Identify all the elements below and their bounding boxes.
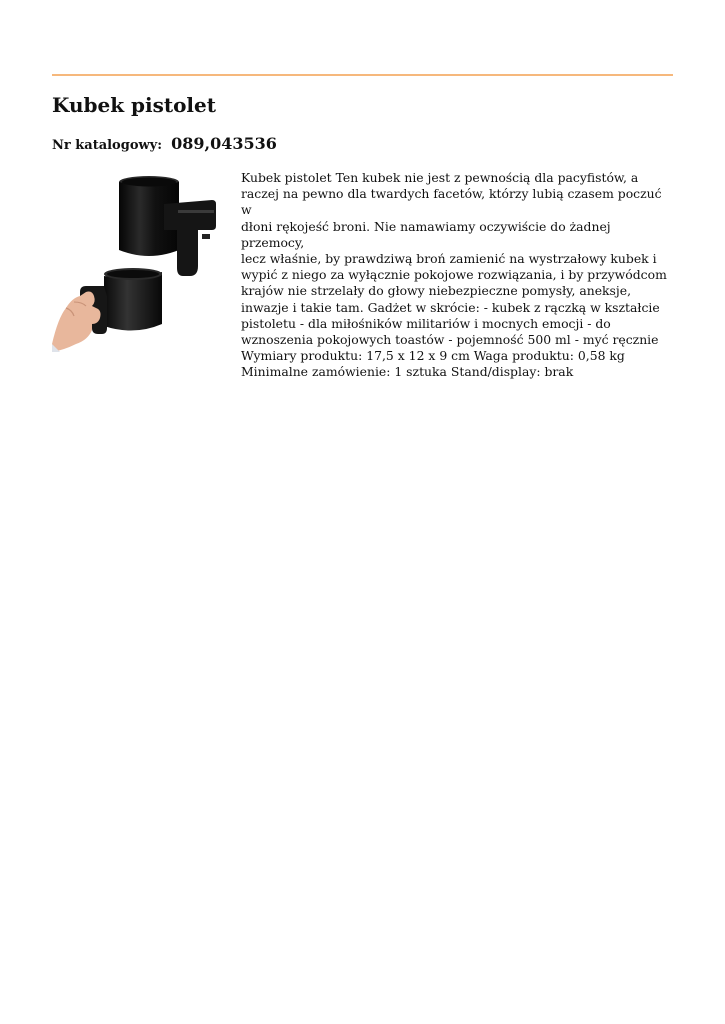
catalog-number-value: 089,043536 [171, 134, 277, 153]
product-title: Kubek pistolet [52, 93, 216, 117]
gun-mug-photo-icon [52, 168, 228, 352]
product-description: Kubek pistolet Ten kubek nie jest z pewnością dla pacyfistów, a raczej na pewno dla twardych facetów, którzy lubią czasem poczuć w dłoni rękojeść broni. Nie namawiamy oczywiście do żadnej przemocy, lecz właśnie, by prawdziwą broń zamienić na wystrzałowy kubek i wypić z niego za wyłącznie pokojowe rozwiązania, i by przywódcom krajów nie strzelały do głowy niebezpieczne pomysły, aneksje, inwazje i takie tam. Gadżet w skrócie: - kubek z rączką w kształcie pistoletu - dla miłośników militariów i mocnych emocji - do wznoszenia pokojowych toastów - pojemność 500 ml - myć ręcznie Wymiary produktu: 17,5 x 12 x 9 cm Waga produktu: 0,58 kg Minimalne zamówienie: 1 sztuka Stand/display: brak [241, 170, 667, 380]
catalog-number-label: Nr katalogowy: [52, 138, 163, 153]
header-divider [52, 74, 673, 76]
catalog-number-row [52, 134, 277, 153]
product-image [52, 168, 228, 352]
